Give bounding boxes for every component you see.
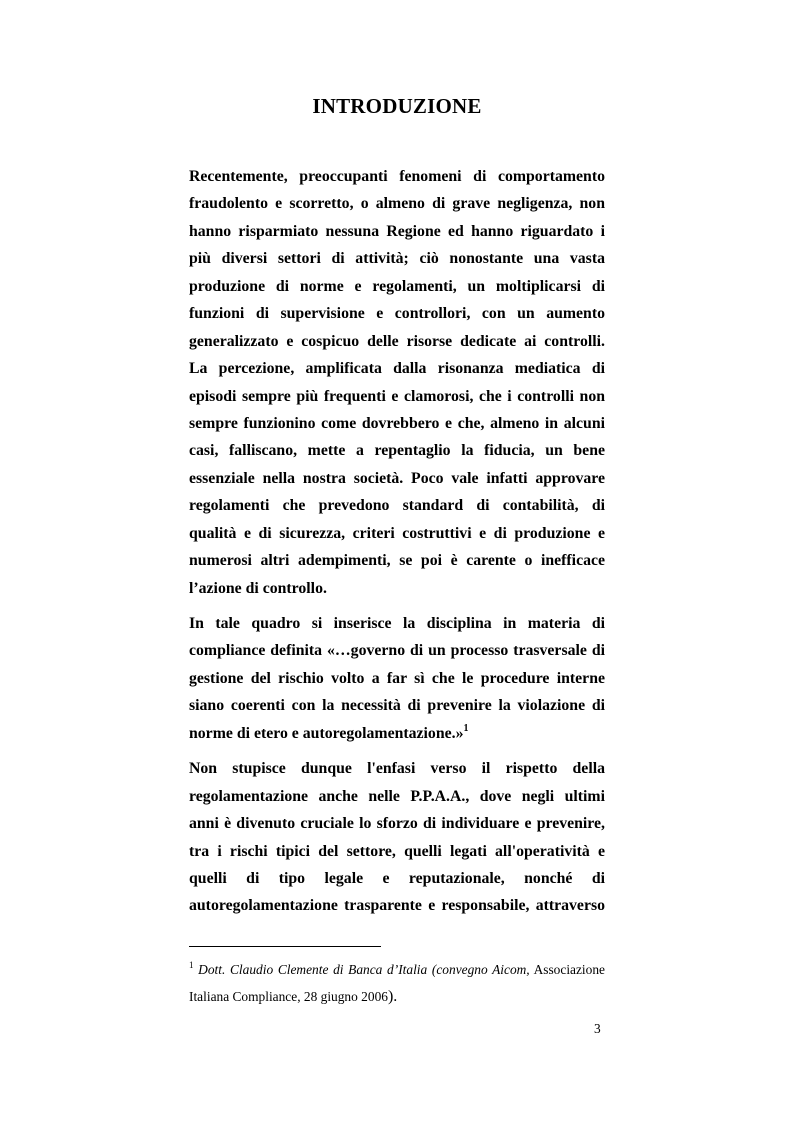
text-line: compliance definita «…governo di un processo trasversale di: [189, 642, 605, 660]
text-line: più diversi settori di attività; ciò nonostante una vasta: [189, 250, 605, 268]
text-line: episodi sempre più frequenti e clamorosi, che i controlli non: [189, 387, 605, 405]
text-line: sempre funzionino come dovrebbero e che, almeno in alcuni: [189, 414, 605, 432]
text-line: regolamentazione anche nelle P.P.A.A., dove negli ultimi: [189, 787, 605, 805]
text-line: funzioni di supervisione e controllori, con un aumento: [189, 305, 605, 323]
text-line: regolamenti che prevedono standard di contabilità, di: [189, 497, 605, 515]
footnote-text: Associazione: [529, 962, 605, 977]
text-line: Recentemente, preoccupanti fenomeni di comportamento: [189, 168, 605, 185]
text-line: La percezione, amplificata dalla risonanza mediatica di: [189, 360, 605, 378]
text-line: generalizzato e cospicuo delle risorse dedicate ai controlli.: [189, 332, 605, 350]
text-line: produzione di norme e regolamenti, un moltiplicarsi di: [189, 277, 605, 295]
text-line: essenziale nella nostra società. Poco vale infatti approvare: [189, 469, 605, 487]
text-line: gestione del rischio volto a far sì che le procedure interne: [189, 669, 605, 687]
text-line: tra i rischi tipici del settore, quelli legati all'operatività e: [189, 842, 605, 860]
text-line: siano coerenti con la necessità di prevenire la violazione di: [189, 697, 605, 715]
text-line: Non stupisce dunque l'enfasi verso il rispetto della: [189, 760, 605, 778]
page-title: INTRODUZIONE: [312, 94, 482, 118]
text-line: qualità e di sicurezza, criteri costruttivi e di produzione e: [189, 524, 605, 542]
text-line-with-footnote: [189, 720, 605, 747]
footnote-line: [189, 956, 605, 983]
footnote-line: [189, 983, 605, 1010]
body-text: [189, 163, 605, 920]
text-line: l’azione di controllo.: [189, 579, 327, 597]
text-line: casi, falliscano, mette a repentaglio la fiducia, un bene: [189, 442, 605, 460]
footnote-closing: ).: [387, 988, 398, 1005]
footnote-mark: 1: [189, 960, 194, 970]
footnote: [189, 956, 605, 1010]
text-line: numerosi altri adempimenti, se poi è carente o inefficace: [189, 552, 605, 570]
page-number: 3: [594, 1021, 601, 1036]
footnote-separator: [189, 946, 381, 947]
text-line: autoregolamentazione trasparente e responsabile, attraverso: [189, 897, 605, 915]
footnote-italic-text: Dott. Claudio Clemente di Banca d’Italia (convegno Aicom,: [193, 962, 530, 977]
text-line: quelli di tipo legale e reputazionale, nonché di: [189, 869, 605, 887]
text-line: anni è divenuto cruciale lo sforzo di individuare e prevenire,: [189, 815, 605, 833]
text-line: hanno risparmiato nessuna Regione ed hanno riguardato i: [189, 222, 605, 240]
footnote-text: Italiana Compliance, 28 giugno 2006: [189, 989, 388, 1004]
footnote-reference[interactable]: 1: [463, 722, 469, 734]
text-line: In tale quadro si inserisce la disciplina in materia di: [189, 615, 605, 632]
text-line: norme di etero e autoregolamentazione.»: [189, 724, 464, 742]
text-line: fraudolento e scorretto, o almeno di grave negligenza, non: [189, 195, 605, 213]
